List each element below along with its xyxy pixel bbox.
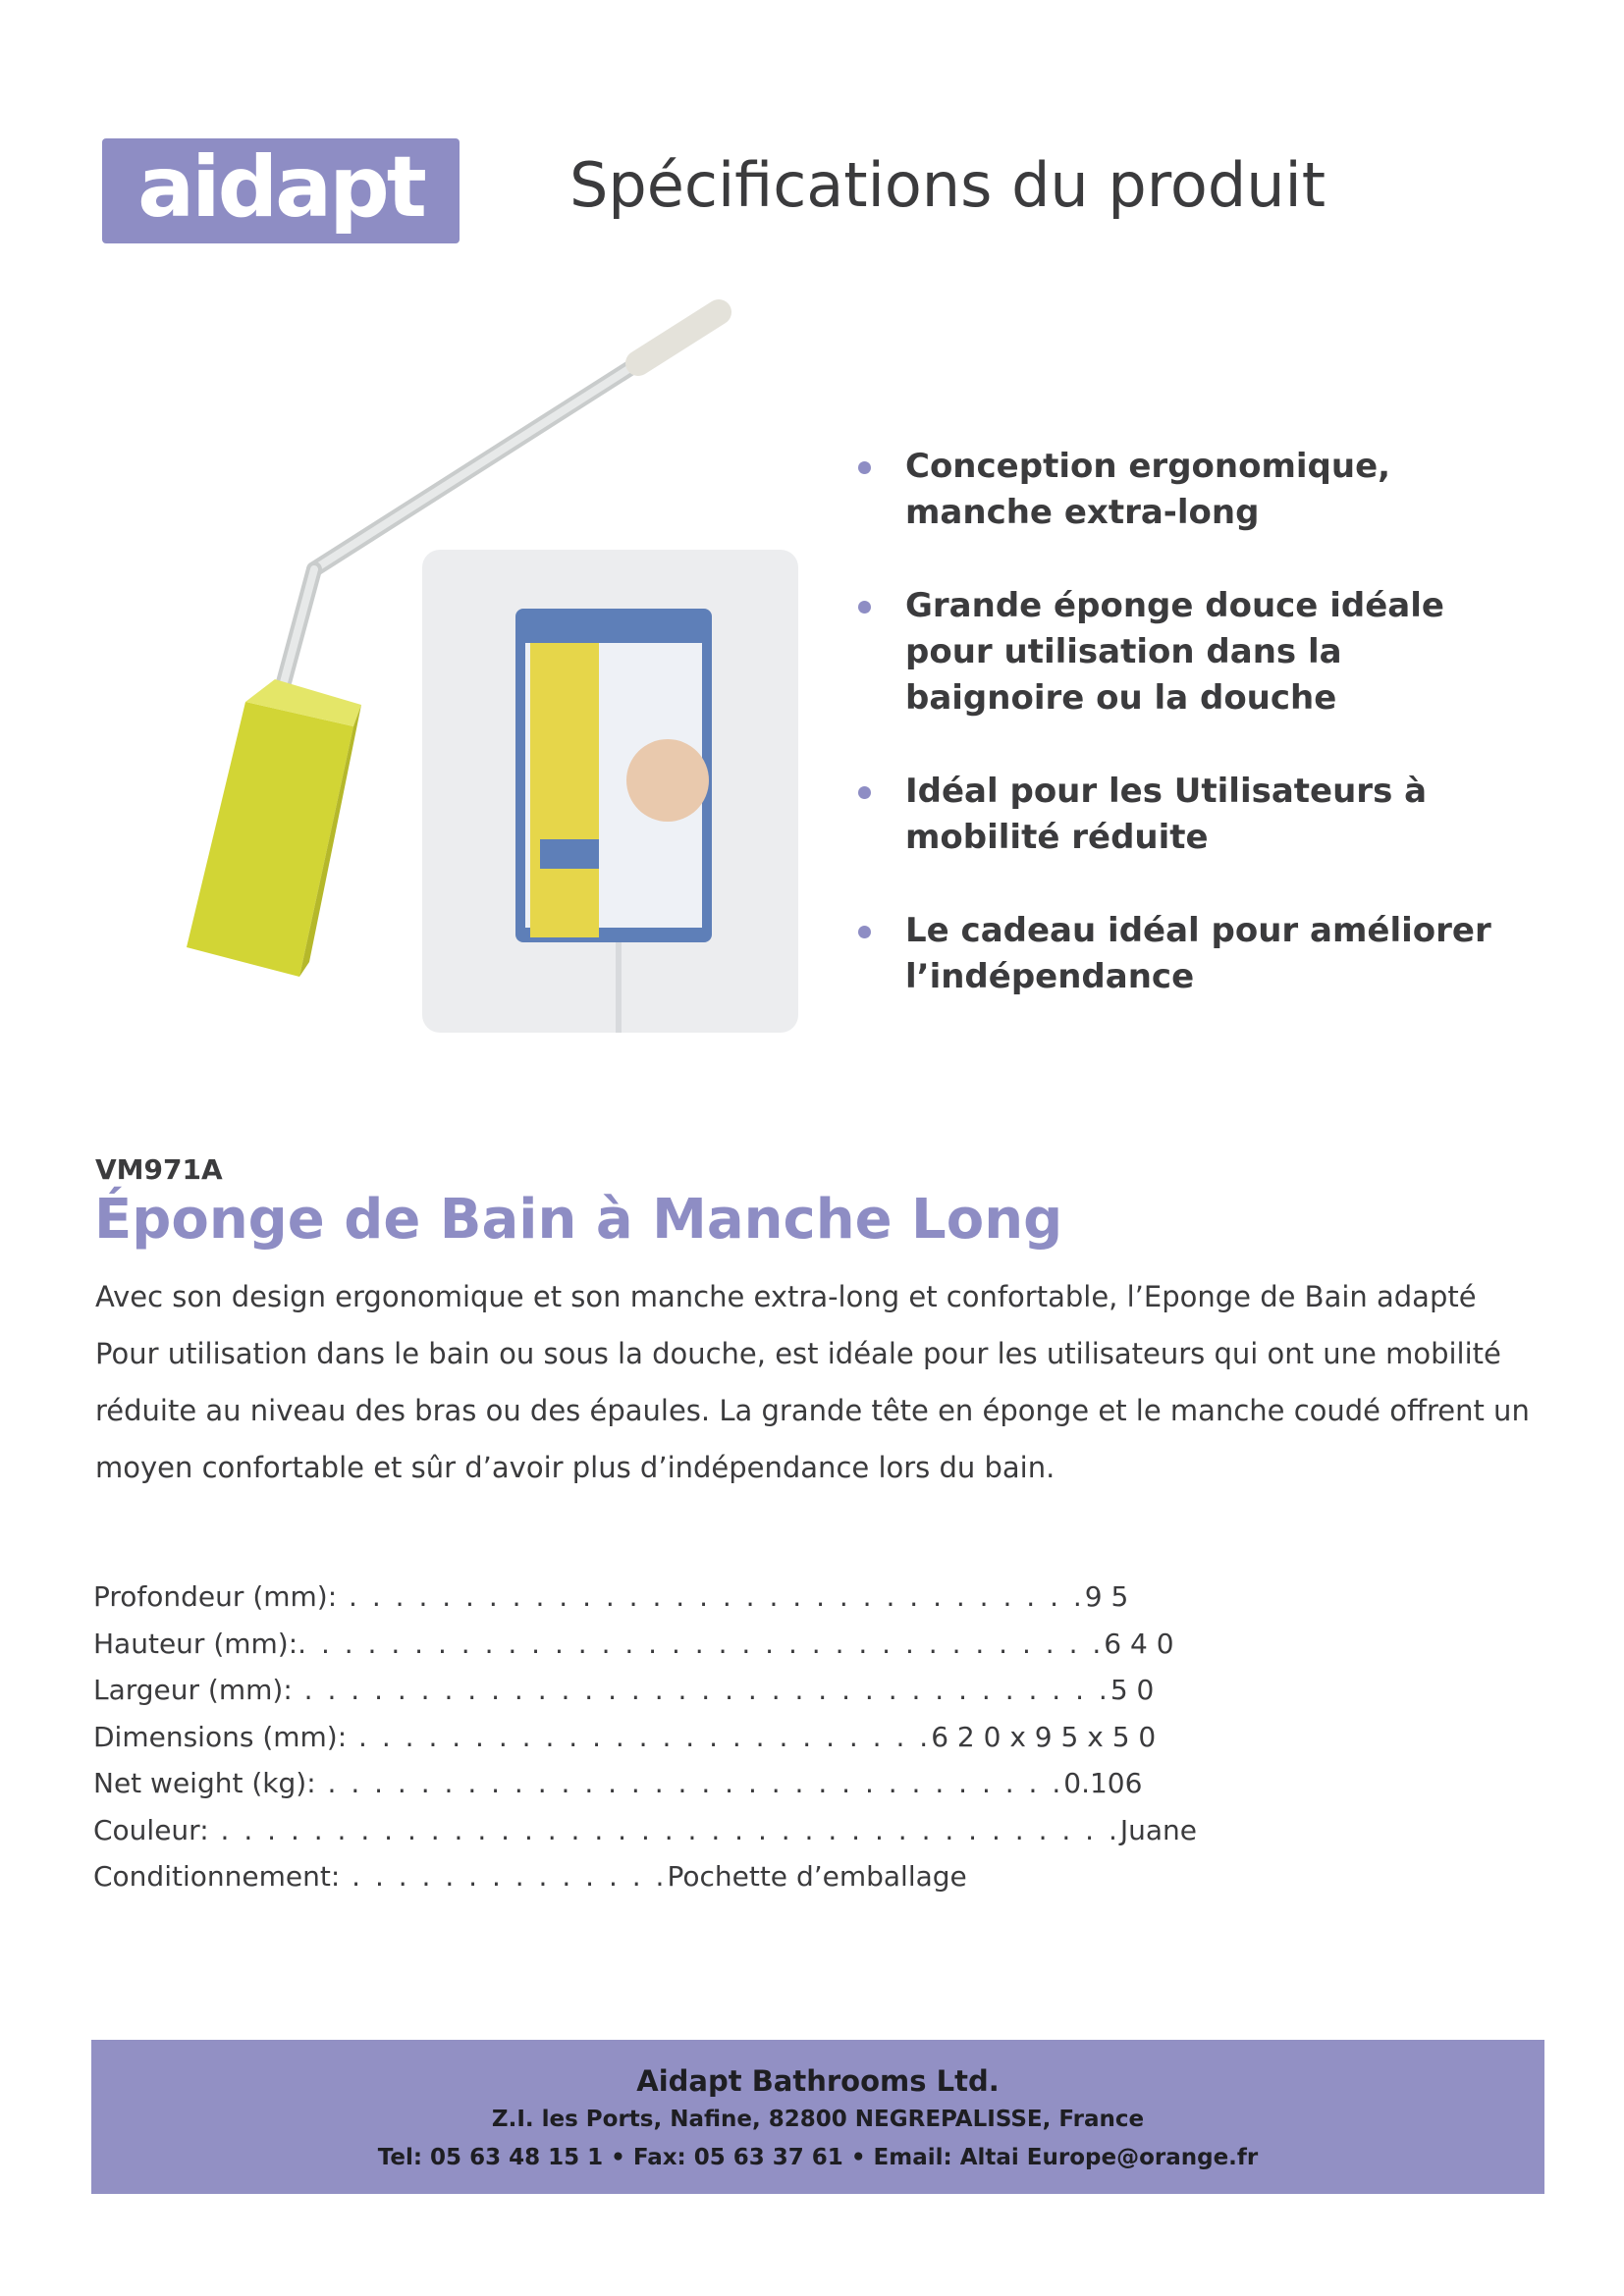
- spec-dots: . . . . . . . . . . . . . . . . . . . . . . . . . . . . . . . . . . .: [298, 1627, 1105, 1660]
- bullet-icon: [858, 461, 871, 474]
- feature-text: Le cadeau idéal pour améliorer l’indépendance: [905, 911, 1491, 996]
- footer-contact: Tel: 05 63 48 15 1 • Fax: 05 63 37 61 • Email: Altai Europe@orange.fr: [377, 2145, 1259, 2170]
- spec-row-width: [93, 1667, 1197, 1714]
- spec-label: Profondeur (mm):: [93, 1580, 338, 1613]
- spec-value: 9 5: [1084, 1580, 1129, 1613]
- logo-text: aidapt: [137, 137, 424, 237]
- spec-dots: . . . . . . . . . . . . . . . . . . . . . . . . . . . . . . . .: [337, 1580, 1085, 1613]
- spec-row-weight: [93, 1760, 1197, 1807]
- bullet-icon: [858, 601, 871, 614]
- footer-address: Z.I. les Ports, Nafine, 82800 NEGREPALISSE, France: [491, 2107, 1145, 2132]
- spec-value: 6 4 0: [1104, 1627, 1174, 1660]
- feature-item: [854, 583, 1522, 721]
- feature-item: [854, 769, 1522, 861]
- feature-list: [854, 444, 1522, 1047]
- spec-label: Net weight (kg):: [93, 1767, 316, 1799]
- spec-row-height: [93, 1621, 1197, 1668]
- spec-value: 5 0: [1110, 1674, 1155, 1706]
- packaging-illustration: [422, 550, 798, 1033]
- product-title: Éponge de Bain à Manche Long: [94, 1188, 1063, 1252]
- spec-value: 6 2 0 x 9 5 x 5 0: [931, 1720, 1157, 1753]
- footer-contact-bar: [91, 2040, 1544, 2194]
- feature-text: Conception ergonomique, manche extra-long: [905, 447, 1391, 532]
- spec-dots: . . . . . . . . . . . . . . . . . . . . . . . . .: [347, 1720, 932, 1753]
- footer-company: Aidapt Bathrooms Ltd.: [636, 2064, 1000, 2098]
- spec-value: 0.106: [1063, 1767, 1143, 1799]
- spec-label: Conditionnement:: [93, 1860, 341, 1893]
- product-sku: VM971A: [95, 1153, 223, 1186]
- spec-row-color: [93, 1807, 1197, 1854]
- feature-text: Idéal pour les Utilisateurs à mobilité réduite: [905, 772, 1428, 857]
- feature-text: Grande éponge douce idéale pour utilisation dans la baignoire ou la douche: [905, 586, 1444, 718]
- spec-row-packaging: [93, 1853, 1197, 1900]
- spec-label: Dimensions (mm):: [93, 1720, 348, 1753]
- spec-list: [93, 1574, 1197, 1900]
- aidapt-logo: [102, 138, 460, 243]
- spec-row-depth: [93, 1574, 1197, 1621]
- bullet-icon: [858, 786, 871, 799]
- spec-dots: . . . . . . . . . . . . . . . . . . . . . . . . . . . . . . . . . . . . . . .: [208, 1813, 1120, 1846]
- feature-item: [854, 444, 1522, 536]
- spec-value: Pochette d’emballage: [667, 1860, 967, 1893]
- feature-item: [854, 908, 1522, 1000]
- spec-label: Hauteur (mm):: [93, 1627, 298, 1660]
- spec-value: Juane: [1119, 1813, 1198, 1846]
- spec-label: Couleur:: [93, 1813, 209, 1846]
- packaging-photo: [422, 550, 798, 1033]
- bullet-icon: [858, 926, 871, 938]
- spec-dots: . . . . . . . . . . . . . .: [340, 1860, 668, 1893]
- spec-dots: . . . . . . . . . . . . . . . . . . . . . . . . . . . . . . . .: [315, 1767, 1064, 1799]
- page-title: Spécifications du produit: [569, 149, 1326, 221]
- spec-label: Largeur (mm):: [93, 1674, 293, 1706]
- spec-dots: . . . . . . . . . . . . . . . . . . . . . . . . . . . . . . . . . . .: [292, 1674, 1110, 1706]
- spec-row-dimensions: [93, 1714, 1197, 1761]
- product-description: Avec son design ergonomique et son manche extra-long et confortable, l’Eponge de Bain adapté Pour utilisation dans le bain ou sous la douche, est idéale pour les utilisateurs qui ont une mobilité réduite au niveau des bras ou des épaules. La grande tête en éponge et le manche coudé offrent un moyen confortable et sûr d’avoir plus d’indépendance lors du bain.: [95, 1280, 1530, 1484]
